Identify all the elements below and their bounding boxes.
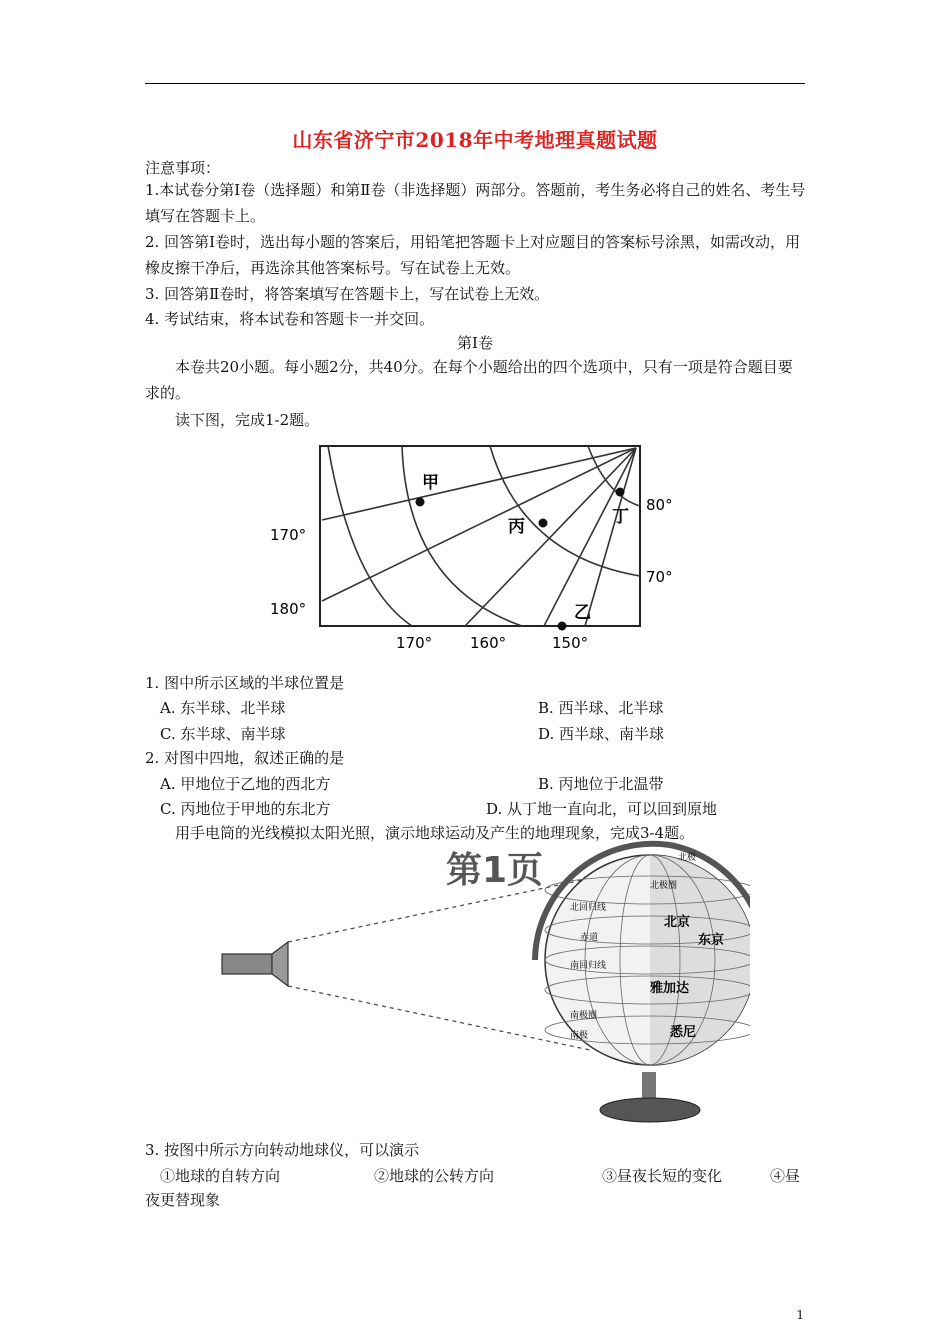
q3-option-1: ①地球的自转方向 [160,1167,281,1185]
point-bing [539,519,548,528]
meridian-lines [322,448,636,626]
header-rule [145,83,805,84]
city-sydney: 悉尼 [670,1025,697,1040]
q2-option-c: C. 丙地位于甲地的东北方 [160,800,331,818]
q1-option-b: B. 西半球、北半球 [538,699,664,717]
q3-option-3: ③昼夜长短的变化 [602,1167,723,1185]
label-antarctic-circle: 南极圈 [570,1011,598,1021]
q3-stem: 3. 按图中所示方向转动地球仪，可以演示 [145,1141,420,1159]
q2-option-a: A. 甲地位于乙地的西北方 [160,775,331,793]
city-tokyo: 东京 [698,933,725,948]
label-jia: 甲 [422,473,439,493]
notice-item-1: 1.本试卷分第Ⅰ卷（选择题）和第Ⅱ卷（非选择题）两部分。答题前，考生务必将自己的姓名、考生号填写在答题卡上。 [145,181,806,225]
label-tropic-south: 南回归线 [570,961,607,971]
globe [535,844,750,1065]
page-title: 山东省济宁市2018年中考地理真题试题 [292,128,658,152]
lat-label-right-1: 80° [646,496,673,514]
q2-option-d: D. 从丁地一直向北，可以回到原地 [486,800,718,818]
point-jia [416,498,425,507]
lat-label-left-1: 170° [270,526,307,544]
q3-option-4-end: 夜更替现象 [145,1191,221,1209]
q1-stem: 1. 图中所示区域的半球位置是 [145,674,345,692]
q1-option-c: C. 东半球、南半球 [160,725,286,743]
q3-option-4-start: ④昼 [770,1167,801,1185]
label-ding: 丁 [612,507,629,527]
q34-intro: 用手电筒的光线模拟太阳光照，演示地球运动及产生的地理现象，完成3-4题。 [175,824,695,842]
read-instruction: 读下图，完成1-2题。 [175,411,320,429]
globe-figure [210,840,750,1130]
page-number: 1 [796,1308,804,1322]
lat-label-right-2: 70° [646,568,673,586]
watermark-text: 第1页 [446,850,544,891]
lon-label-3: 150° [552,634,589,652]
lon-label-1: 170° [396,634,433,652]
label-north-pole: 北极 [678,853,697,863]
notice-heading: 注意事项： [145,159,221,177]
notice-item-4: 4. 考试结束，将本试卷和答题卡一并交回。 [145,310,435,328]
label-tropic-north: 北回归线 [570,903,607,913]
q2-option-b: B. 丙地位于北温带 [538,775,664,793]
section-intro: 本卷共20小题。每小题2分，共40分。在每个小题给出的四个选项中，只有一项是符合题目要求的。 [145,358,793,402]
flashlight-body [222,954,272,974]
lat-label-left-2: 180° [270,600,307,618]
flashlight-head [272,942,288,986]
section-heading: 第Ⅰ卷 [457,334,493,352]
notice-item-2: 2. 回答第Ⅰ卷时，选出每小题的答案后，用铅笔把答题卡上对应题目的答案标号涂黑，如需改动，用橡皮擦干净后，再选涂其他答案标号。写在试卷上无效。 [145,233,801,277]
q1-option-d: D. 西半球、南半球 [538,725,665,743]
label-arctic-circle: 北极圈 [650,881,678,891]
map-figure [262,436,682,656]
city-jakarta: 雅加达 [650,981,690,996]
q3-option-2: ②地球的公转方向 [374,1167,495,1185]
label-south-pole: 南极 [570,1031,589,1041]
point-ding [616,488,625,497]
globe-base [600,1098,700,1122]
label-yi: 乙 [574,603,591,623]
q1-option-a: A. 东半球、北半球 [160,699,286,717]
label-bing: 丙 [508,517,525,537]
label-equator: 赤道 [580,933,599,943]
notice-item-3: 3. 回答第Ⅱ卷时，将答案填写在答题卡上，写在试卷上无效。 [145,285,550,303]
city-beijing: 北京 [664,915,691,930]
point-yi [558,622,567,631]
globe-stem [642,1072,656,1102]
lon-label-2: 160° [470,634,507,652]
q2-stem: 2. 对图中四地，叙述正确的是 [145,749,345,767]
